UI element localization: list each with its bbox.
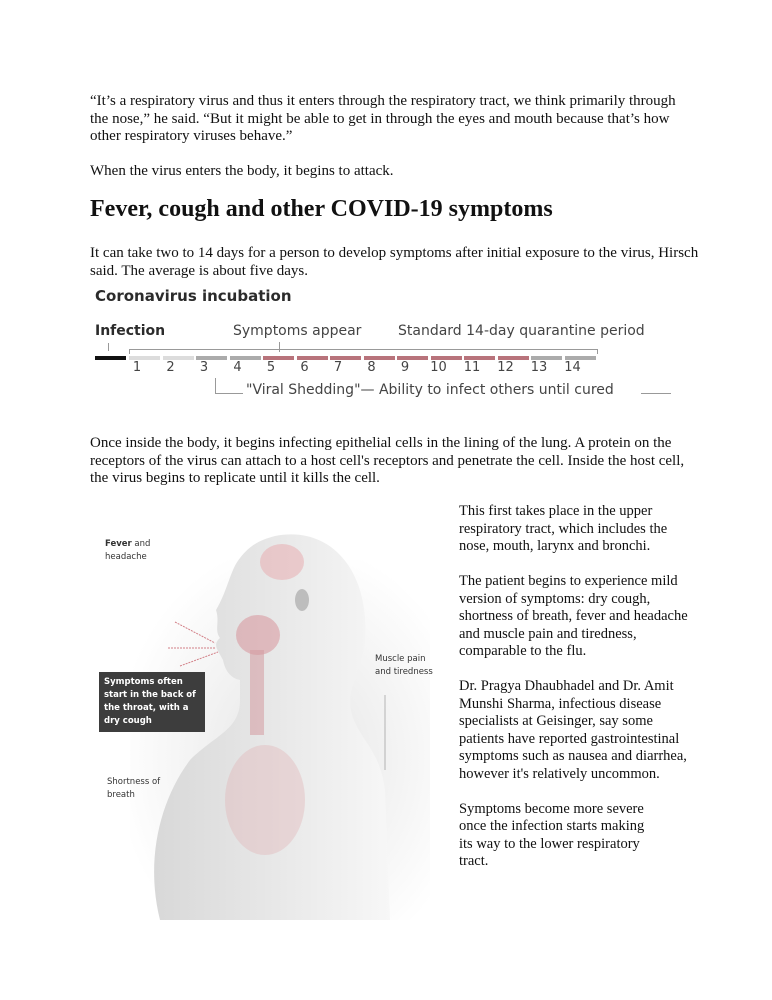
day-number: 6 bbox=[300, 360, 309, 375]
incubation-chart bbox=[88, 280, 688, 410]
infection-arrow bbox=[108, 343, 109, 351]
column-paragraph: Dr. Pragya Dhaubhadel and Dr. Amit Munshi Sharma, infectious disease specialists at Geisinger, say some patients have reported gastrointestinal symptoms such as nausea and diarrhea, however it's relatively uncommon. bbox=[459, 678, 687, 782]
throat-callout: Symptoms often start in the back of the throat, with a dry cough bbox=[99, 672, 205, 732]
bracket-left bbox=[129, 349, 130, 354]
symptoms-column bbox=[459, 503, 699, 888]
day-number: 10 bbox=[430, 360, 447, 375]
symptoms-illustration bbox=[90, 500, 445, 920]
day-number: 12 bbox=[497, 360, 514, 375]
shedding-arrow-start bbox=[215, 378, 216, 394]
infection-label: Infection bbox=[95, 323, 166, 339]
day-number: 1 bbox=[132, 360, 142, 375]
day-number: 2 bbox=[166, 360, 175, 375]
muscle-label: Muscle pain and tiredness bbox=[375, 654, 433, 677]
quote-paragraph: “It’s a respiratory virus and thus it enters through the respiratory tract, we think primarily through the nose,” he said. “But it might be able to get in through the eyes and mouth because that’s how other respiratory viruses behave.” bbox=[90, 93, 676, 144]
column-paragraph: The patient begins to experience mild version of symptoms: dry cough, shortness of breath, fever and headache and muscle pain and tiredness, comparable to the flu. bbox=[459, 573, 688, 659]
infecting-paragraph: Once inside the body, it begins infecting epithelial cells in the lining of the lung. A protein on the receptors of the virus can attach to a host cell's receptors and penetrate the cell. Inside the host cell, the virus begins to replicate until it kills the cell. bbox=[90, 435, 685, 486]
quarantine-bracket bbox=[129, 349, 597, 350]
day-number: 5 bbox=[266, 360, 276, 375]
shedding-label: "Viral Shedding"— Ability to infect others until cured bbox=[246, 382, 614, 398]
day-number: 4 bbox=[233, 360, 242, 375]
symptoms-label: Symptoms appear bbox=[233, 323, 362, 339]
shedding-line-left bbox=[215, 393, 243, 394]
infection-bar bbox=[95, 356, 126, 360]
day-number: 11 bbox=[463, 360, 481, 375]
breath-label: Shortness of breath bbox=[107, 777, 161, 800]
column-paragraph: Symptoms become more severe once the infection starts making its way to the lower respiratory tract. bbox=[459, 800, 645, 869]
chart-title: Coronavirus incubation bbox=[95, 287, 292, 305]
attack-paragraph: When the virus enters the body, it begins to attack. bbox=[90, 163, 394, 179]
section-heading: Fever, cough and other COVID-19 symptoms bbox=[90, 196, 553, 222]
day-number: 7 bbox=[333, 360, 343, 375]
day-number: 3 bbox=[199, 360, 209, 375]
symptoms-arrow bbox=[279, 342, 280, 352]
day-number: 9 bbox=[400, 360, 410, 375]
day-number: 8 bbox=[367, 360, 376, 375]
quarantine-label: Standard 14-day quarantine period bbox=[398, 323, 645, 339]
fever-label: Fever and headache bbox=[105, 539, 151, 562]
bracket-right bbox=[597, 349, 598, 354]
day-number: 13 bbox=[530, 360, 548, 375]
shedding-arrow-end bbox=[641, 393, 671, 394]
incubation-paragraph: It can take two to 14 days for a person to develop symptoms after initial exposure to the virus, Hirsch said. The average is about five days. bbox=[90, 245, 699, 279]
column-paragraph: This first takes place in the upper respiratory tract, which includes the nose, mouth, larynx and bronchi. bbox=[459, 503, 668, 554]
day-number: 14 bbox=[564, 360, 581, 375]
